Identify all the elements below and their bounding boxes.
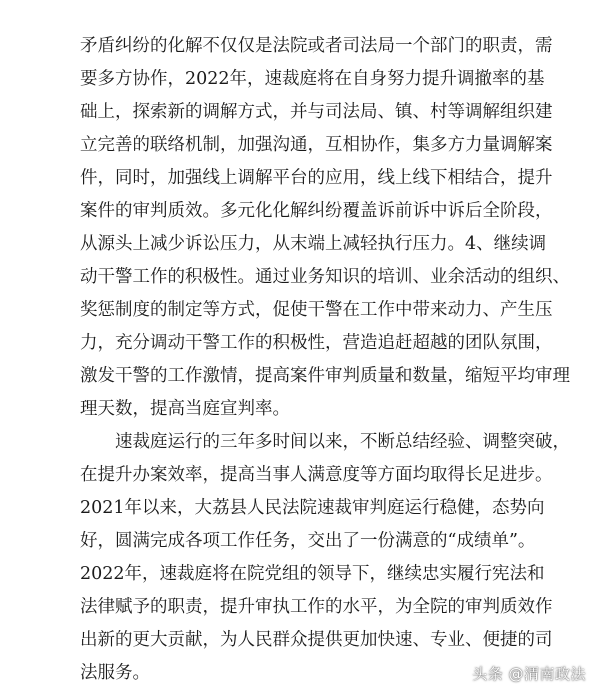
text-line: 激发干警的工作激情，提高案件审判质量和数量，缩短平均审理 <box>80 366 570 386</box>
text-line: 力，充分调动干警工作的积极性，营造追赶超越的团队氛围， <box>80 333 553 353</box>
text-line: 速裁庭运行的三年多时间以来，不断总结经验、调整突破， <box>115 432 570 452</box>
text-line: 法服务。 <box>80 663 150 683</box>
text-line: 案件的审判质效。多元化化解纠纷覆盖诉前诉中诉后全阶段， <box>80 201 553 221</box>
text-line: 在提升办案效率，提高当事人满意度等方面均取得长足进步。 <box>80 465 553 485</box>
text-line: 要多方协作，2022年，速裁庭将在自身努力提升调撤率的基 <box>80 69 545 89</box>
text-line: 2022年，速裁庭将在院党组的领导下，继续忠实履行宪法和 <box>80 564 545 584</box>
text-line: 法律赋予的职责，提升审执工作的水平，为全院的审判质效作 <box>80 597 553 617</box>
source-watermark: 头条 @渭南政法 <box>472 665 586 683</box>
text-line: 好，圆满完成各项工作任务，交出了一份满意的“成绩单”。 <box>80 531 536 551</box>
text-line: 2021年以来，大荔县人民法院速裁审判庭运行稳健，态势向 <box>80 498 545 518</box>
text-line: 矛盾纠纷的化解不仅仅是法院或者司法局一个部门的职责，需 <box>80 36 553 56</box>
text-line: 从源头上减少诉讼压力，从末端上减轻执行压力。4、继续调 <box>80 234 547 254</box>
text-line: 奖惩制度的制定等方式，促使干警在工作中带来动力、产生压 <box>80 300 553 320</box>
text-line: 立完善的联络机制，加强沟通，互相协作，集多方力量调解案 <box>80 135 553 155</box>
text-line: 理天数，提高当庭宣判率。 <box>80 399 290 419</box>
text-line: 件，同时，加强线上调解平台的应用，线上线下相结合，提升 <box>80 168 553 188</box>
text-line: 础上，探索新的调解方式，并与司法局、镇、村等调解组织建 <box>80 102 553 122</box>
text-line: 出新的更大贡献，为人民群众提供更加快速、专业、便捷的司 <box>80 630 553 650</box>
text-line: 动干警工作的积极性。通过业务知识的培训、业余活动的组织、 <box>80 267 570 287</box>
